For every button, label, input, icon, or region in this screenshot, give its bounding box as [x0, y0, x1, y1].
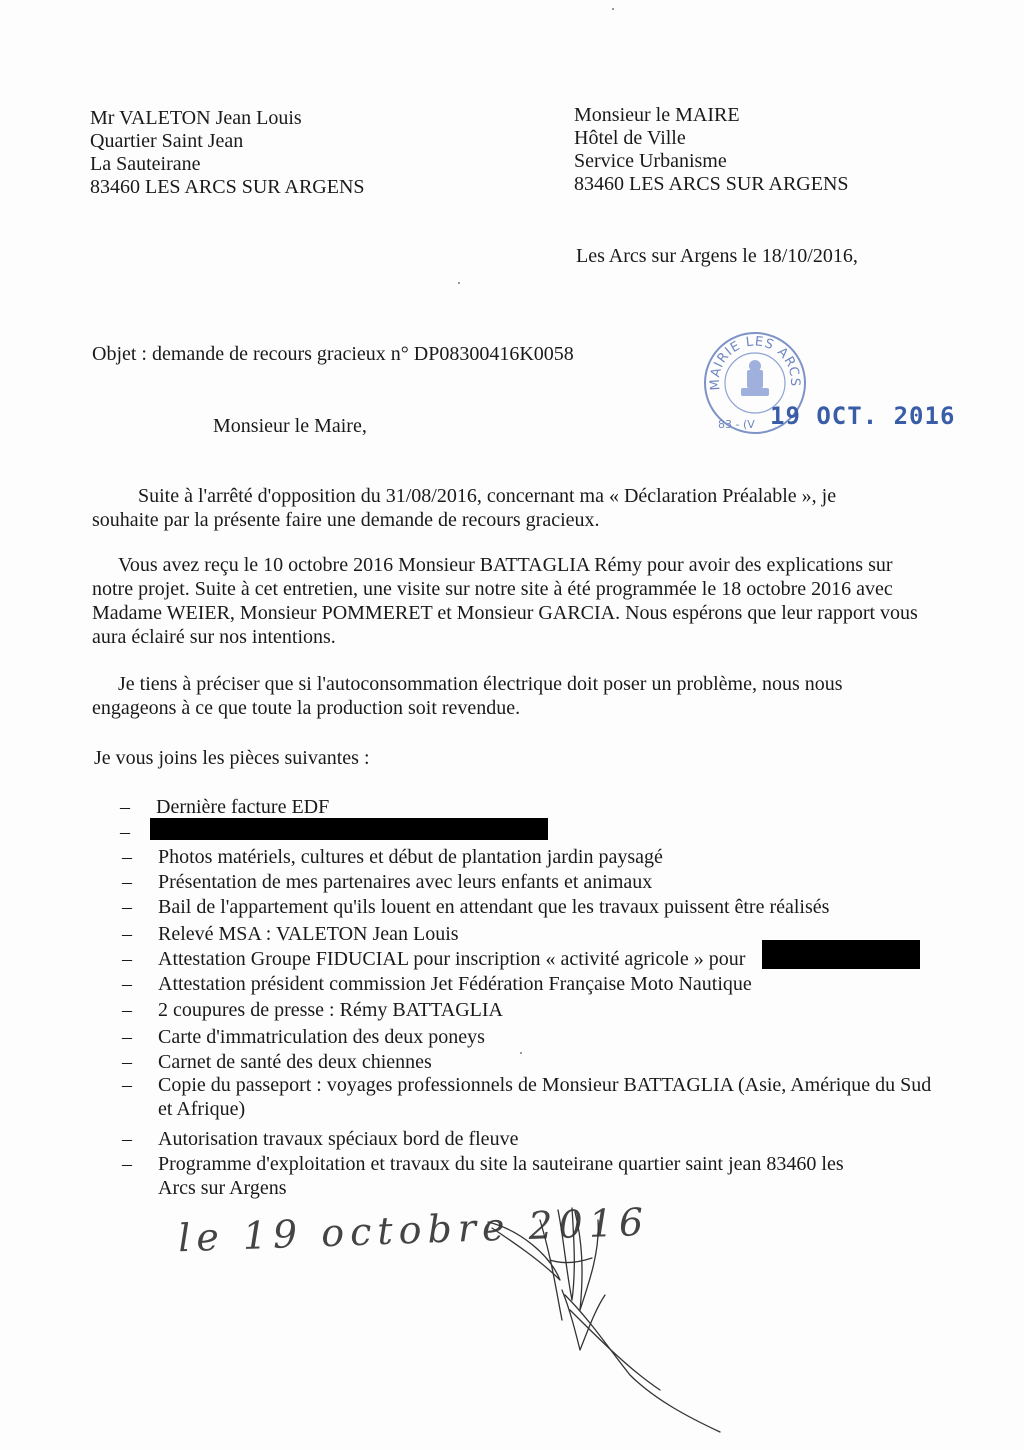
attachment-text: Présentation de mes partenaires avec leurs enfants et animaux — [158, 871, 653, 893]
paragraph-production: Je tiens à préciser que si l'autoconsommation électrique doit poser un problème, nous nous engageons à ce que toute la production soit revendue. — [92, 673, 843, 719]
attachment-text: Programme d'exploitation et travaux du site la sauteirane quartier saint jean 83460 les Arcs sur Argens — [158, 1153, 844, 1199]
sender-street: Quartier Saint Jean — [90, 130, 244, 152]
recipient-city: 83460 LES ARCS SUR ARGENS — [574, 173, 849, 195]
attachment-item — [122, 1050, 432, 1074]
attachment-text: Carnet de santé des deux chiennes — [158, 1051, 432, 1073]
redaction-bar — [762, 940, 920, 969]
sender-city: 83460 LES ARCS SUR ARGENS — [90, 176, 365, 198]
scan-speck — [612, 8, 614, 10]
sender-name: Mr VALETON Jean Louis — [90, 107, 302, 129]
letter-date: Les Arcs sur Argens le 18/10/2016, — [576, 245, 858, 267]
attachment-text: Copie du passeport : voyages professionnels de Monsieur BATTAGLIA (Asie, Amérique du Sud et Afrique) — [158, 1074, 932, 1120]
attachment-text: Attestation Groupe FIDUCIAL pour inscription « activité agricole » pour — [158, 948, 746, 970]
attachment-text: Carte d'immatriculation des deux poneys — [158, 1026, 485, 1048]
list-dash: – — [122, 1128, 132, 1150]
list-dash: – — [122, 973, 132, 995]
recipient-building: Hôtel de Ville — [574, 127, 686, 149]
recipient-name: Monsieur le MAIRE — [574, 104, 740, 126]
paragraph-meeting: Vous avez reçu le 10 octobre 2016 Monsieur BATTAGLIA Rémy pour avoir des explications sur notre projet. Suite à cet entretien, une visite sur notre site à été programmée le 18 octobre 2016 avec Madame WEIER, Monsieur POMMERET et Monsieur GARCIA. Nous espérons que leur rapport vous aura éclairé sur nos intentions. — [92, 554, 918, 648]
redaction-bar — [150, 818, 548, 840]
attachment-text: 2 coupures de presse : Rémy BATTAGLIA — [158, 999, 503, 1021]
list-dash: – — [122, 923, 132, 945]
list-dash: – — [120, 796, 130, 818]
attachment-item — [122, 1025, 485, 1049]
attachment-text: Bail de l'appartement qu'ils louent en attendant que les travaux puissent être réalisés — [158, 896, 830, 918]
list-dash: – — [122, 871, 132, 893]
attachment-item — [122, 870, 652, 894]
attachment-item — [122, 947, 745, 971]
attachment-item — [122, 1152, 878, 1200]
handwritten-date: le 19 octobre 2016 — [177, 1199, 650, 1261]
attachment-item — [122, 845, 663, 869]
list-dash: – — [120, 821, 130, 843]
salutation: Monsieur le Maire, — [213, 415, 367, 437]
attachment-text: Attestation président commission Jet Fédération Française Moto Nautique — [158, 973, 752, 995]
attachment-item — [122, 922, 459, 946]
attachment-item — [122, 895, 829, 919]
sender-locality: La Sauteirane — [90, 153, 201, 175]
list-dash: – — [122, 1051, 132, 1073]
attachment-text: Autorisation travaux spéciaux bord de fleuve — [158, 1128, 519, 1150]
recipient-service: Service Urbanisme — [574, 150, 727, 172]
attachment-text: Relevé MSA : VALETON Jean Louis — [158, 923, 459, 945]
attachment-item — [122, 1127, 518, 1151]
list-dash: – — [122, 1026, 132, 1048]
attachment-item — [122, 972, 752, 996]
stamp-bottom-text: 83 - (V — [718, 418, 755, 431]
scan-speck — [520, 1052, 522, 1054]
attachment-item — [122, 1073, 938, 1121]
list-dash: – — [122, 1074, 132, 1096]
list-dash: – — [122, 896, 132, 918]
paragraph-appeal: Suite à l'arrêté d'opposition du 31/08/2016, concernant ma « Déclaration Préalable », je souhaite par la présente faire une demande de recours gracieux. — [92, 485, 837, 531]
attachments-intro: Je vous joins les pièces suivantes : — [94, 747, 370, 769]
attachment-item — [122, 998, 503, 1022]
stamp-ring-text: MAIRIE LES ARCS — [707, 334, 803, 391]
attachment-text: Photos matériels, cultures et début de plantation jardin paysagé — [158, 846, 663, 868]
letter-object: Objet : demande de recours gracieux n° DP08300416K0058 — [92, 343, 574, 365]
attachment-item — [120, 795, 329, 819]
list-dash: – — [122, 1153, 132, 1175]
handwritten-signature — [480, 1200, 740, 1440]
list-dash: – — [122, 846, 132, 868]
stamp-received-date: 19 OCT. 2016 — [770, 402, 956, 430]
scan-speck — [458, 282, 460, 284]
attachment-text: Dernière facture EDF — [156, 796, 330, 818]
list-dash: – — [122, 948, 132, 970]
list-dash: – — [122, 999, 132, 1021]
